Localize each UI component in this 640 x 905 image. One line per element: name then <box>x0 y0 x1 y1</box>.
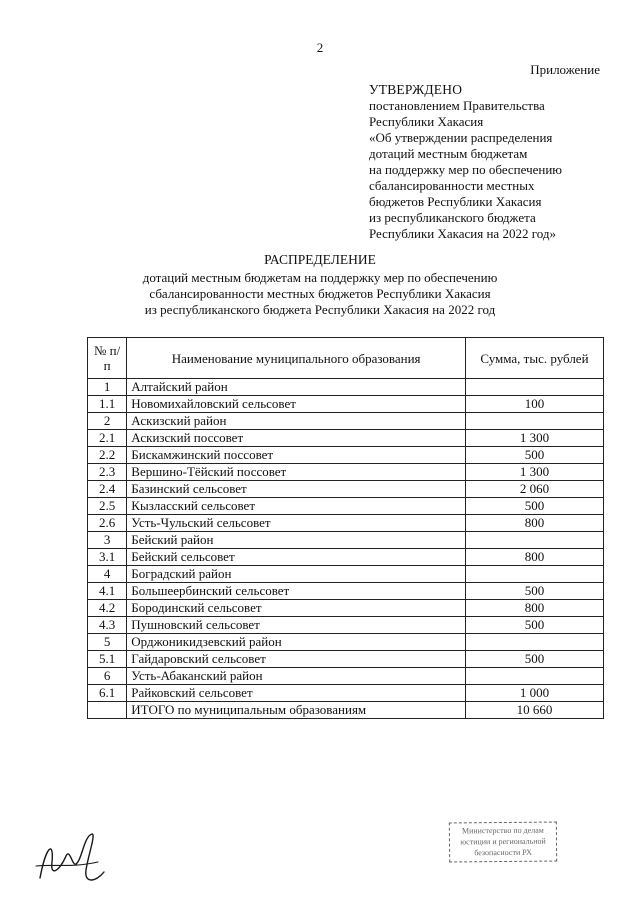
cell-name: Вершино-Тёйский поссовет <box>127 464 466 481</box>
cell-sum: 500 <box>465 583 603 600</box>
approval-line: Республики Хакасия на 2022 год» <box>369 226 556 241</box>
table-body <box>88 379 604 719</box>
cell-name: Усть-Чульский сельсовет <box>127 515 466 532</box>
table-row <box>88 498 604 515</box>
cell-sum: 800 <box>465 549 603 566</box>
approval-line: бюджетов Республики Хакасия <box>369 194 542 209</box>
table-row <box>88 566 604 583</box>
cell-name: Усть-Абаканский район <box>127 668 466 685</box>
cell-sum: 500 <box>465 651 603 668</box>
cell-sum <box>465 566 603 583</box>
cell-sum <box>465 668 603 685</box>
header-num: № п/п <box>88 338 127 379</box>
cell-sum: 1 000 <box>465 685 603 702</box>
cell-num: 6.1 <box>88 685 127 702</box>
cell-num: 1.1 <box>88 396 127 413</box>
approval-block <box>369 82 562 242</box>
cell-num: 5.1 <box>88 651 127 668</box>
cell-name: Боградский район <box>127 566 466 583</box>
cell-name: ИТОГО по муниципальным образованиям <box>127 702 466 719</box>
table-row <box>88 481 604 498</box>
cell-name: Гайдаровский сельсовет <box>127 651 466 668</box>
subtitle-line: сбалансированности местных бюджетов Республики Хакасия <box>149 286 491 301</box>
cell-num: 2.2 <box>88 447 127 464</box>
cell-sum <box>465 413 603 430</box>
cell-num: 3.1 <box>88 549 127 566</box>
cell-sum: 1 300 <box>465 430 603 447</box>
cell-name: Базинский сельсовет <box>127 481 466 498</box>
cell-sum: 2 060 <box>465 481 603 498</box>
table-row <box>88 583 604 600</box>
document-title: РАСПРЕДЕЛЕНИЕ <box>264 252 376 267</box>
table-header-row <box>88 338 604 379</box>
cell-name: Орджоникидзевский район <box>127 634 466 651</box>
cell-num: 4.2 <box>88 600 127 617</box>
table-row <box>88 685 604 702</box>
cell-name: Аскизский район <box>127 413 466 430</box>
cell-name: Алтайский район <box>127 379 466 396</box>
table-row <box>88 430 604 447</box>
cell-num: 2 <box>88 413 127 430</box>
table-row <box>88 396 604 413</box>
cell-num: 4 <box>88 566 127 583</box>
table-row <box>88 549 604 566</box>
cell-name: Райковский сельсовет <box>127 685 466 702</box>
approval-line: «Об утверждении распределения <box>369 130 553 145</box>
cell-sum: 800 <box>465 600 603 617</box>
cell-num: 2.3 <box>88 464 127 481</box>
approval-line: дотаций местным бюджетам <box>369 146 528 161</box>
cell-name: Бородинский сельсовет <box>127 600 466 617</box>
registration-stamp <box>449 822 557 863</box>
cell-name: Аскизский поссовет <box>127 430 466 447</box>
cell-num: 1 <box>88 379 127 396</box>
cell-name: Бейский район <box>127 532 466 549</box>
table-row <box>88 668 604 685</box>
cell-sum: 800 <box>465 515 603 532</box>
table-row <box>88 702 604 719</box>
cell-sum: 100 <box>465 396 603 413</box>
approval-line: на поддержку мер по обеспечению <box>369 162 563 177</box>
header-sum: Сумма, тыс. рублей <box>465 338 603 379</box>
cell-sum: 1 300 <box>465 464 603 481</box>
document-subtitle <box>0 270 640 318</box>
table-row <box>88 464 604 481</box>
cell-num: 2.6 <box>88 515 127 532</box>
cell-sum: 500 <box>465 617 603 634</box>
stamp-line: Министерство по делам <box>461 825 544 836</box>
cell-num: 5 <box>88 634 127 651</box>
cell-name: Пушновский сельсовет <box>127 617 466 634</box>
appendix-label: Приложение <box>530 62 600 77</box>
cell-sum <box>465 532 603 549</box>
approval-heading: УТВЕРЖДЕНО <box>369 82 463 97</box>
table-row <box>88 651 604 668</box>
cell-num: 2.5 <box>88 498 127 515</box>
cell-num: 4.3 <box>88 617 127 634</box>
cell-sum: 10 660 <box>465 702 603 719</box>
table-row <box>88 447 604 464</box>
subtitle-line: из республиканского бюджета Республики Хакасия на 2022 год <box>144 302 496 317</box>
cell-num <box>88 702 127 719</box>
cell-num: 4.1 <box>88 583 127 600</box>
cell-sum <box>465 634 603 651</box>
cell-name: Кызласский сельсовет <box>127 498 466 515</box>
table-row <box>88 379 604 396</box>
approval-line: Республики Хакасия <box>369 114 484 129</box>
cell-sum <box>465 379 603 396</box>
cell-sum: 500 <box>465 447 603 464</box>
table-row <box>88 532 604 549</box>
table-row <box>88 413 604 430</box>
cell-num: 2.4 <box>88 481 127 498</box>
approval-line: постановлением Правительства <box>369 98 545 113</box>
cell-num: 6 <box>88 668 127 685</box>
table-row <box>88 634 604 651</box>
header-name: Наименование муниципального образования <box>127 338 466 379</box>
page-number: 2 <box>316 40 324 55</box>
cell-num: 2.1 <box>88 430 127 447</box>
approval-line: сбалансированности местных <box>369 178 535 193</box>
cell-name: Новомихайловский сельсовет <box>127 396 466 413</box>
signature-icon <box>32 826 112 890</box>
stamp-line: юстиции и региональной <box>460 836 546 847</box>
subtitle-line: дотаций местным бюджетам на поддержку мер по обеспечению <box>142 270 498 285</box>
table-row <box>88 617 604 634</box>
stamp-line: безопасности РХ <box>474 847 532 858</box>
cell-name: Большеербинский сельсовет <box>127 583 466 600</box>
cell-sum: 500 <box>465 498 603 515</box>
cell-name: Бейский сельсовет <box>127 549 466 566</box>
cell-name: Бискамжинский поссовет <box>127 447 466 464</box>
distribution-table <box>87 337 604 719</box>
table-row <box>88 600 604 617</box>
approval-line: из республиканского бюджета <box>369 210 536 225</box>
cell-num: 3 <box>88 532 127 549</box>
table-row <box>88 515 604 532</box>
